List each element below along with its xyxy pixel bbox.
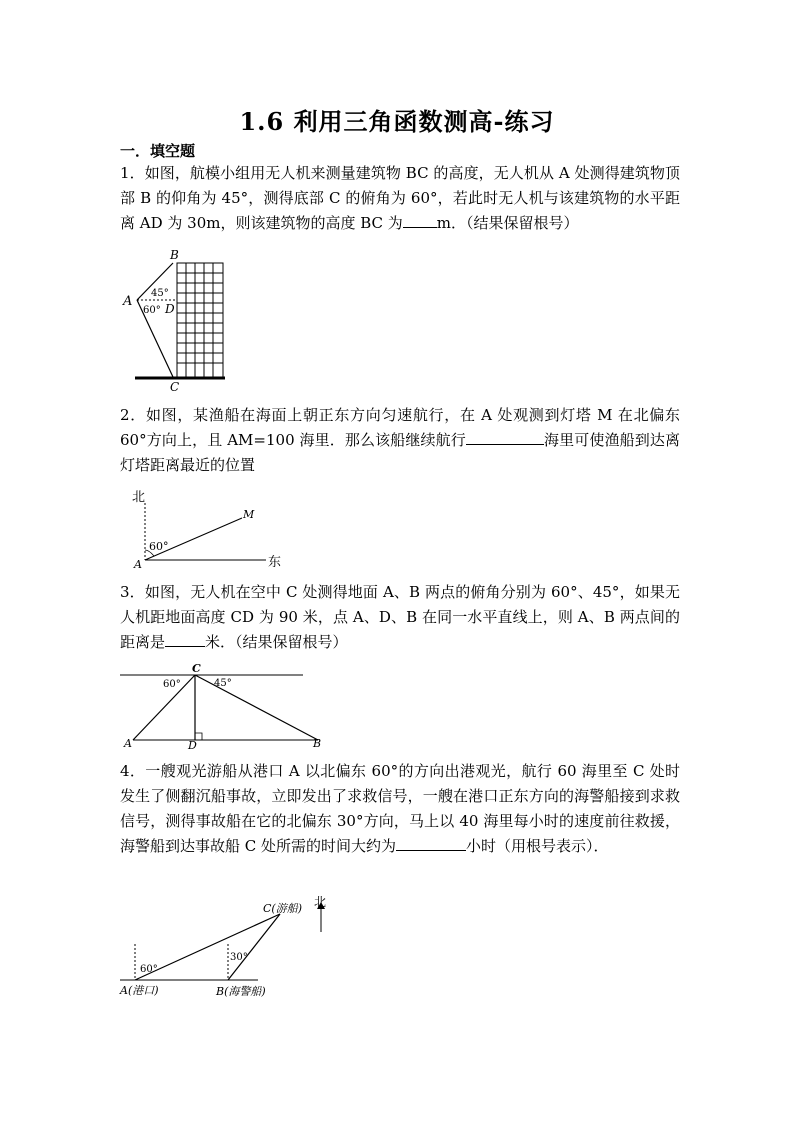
answer-blank-1[interactable]: [403, 212, 437, 228]
page-title: 1.6 利用三角函数测高-练习: [239, 107, 555, 136]
q2-label-m: M: [243, 508, 255, 521]
question-1: [120, 161, 680, 236]
q3-label-c: C: [192, 662, 201, 675]
question-4-text: 4．一艘观光游船从港口 A 以北偏东 60°的方向出港观光，航行 60 海里至 C 处时发生了侧翻沉船事故，立即发出了求救信号，一艘在港口正东方向的海警船接到求救信号，测得事故船在它的北偏东 30°方向，马上以 40 海里每小时的速度前往救援，海警船到达事故船 C 处所需的时间大约为: [120, 762, 680, 855]
q4-angle-60: 60°: [140, 964, 158, 975]
question-4-suffix: 小时（用根号表示）．: [466, 837, 609, 855]
question-1-text: 1．如图，航模小组用无人机来测量建筑物 BC 的高度，无人机从 A 处测得建筑物顶部 B 的仰角为 45°，测得底部 C 的俯角为 60°，若此时无人机与该建筑物的水平距离 AD 为 30m，则该建筑物的高度 BC 为: [120, 164, 680, 232]
q1-angle-45: 45°: [151, 288, 169, 299]
figure-q2: [118, 488, 293, 571]
q4-label-north: 北: [314, 895, 327, 909]
q3-angle-45: 45°: [214, 678, 232, 689]
q3-label-a: A: [124, 737, 132, 750]
question-2: [120, 403, 680, 478]
question-4: [120, 759, 680, 859]
q1-label-b: B: [170, 248, 179, 262]
question-3-suffix: 米．（结果保留根号）: [205, 633, 348, 651]
q1-label-c: C: [170, 380, 180, 394]
q1-angle-60: 60°: [143, 305, 161, 316]
q2-label-a: A: [134, 558, 142, 571]
q4-label-c: C(游船): [263, 902, 302, 915]
q3-label-d: D: [188, 739, 197, 752]
q2-label-east: 东: [268, 555, 282, 570]
q1-label-a: A: [123, 294, 133, 309]
question-2-text: 2．如图，某渔船在海面上朝正东方向匀速航行，在 A 处观测到灯塔 M 在北偏东 60°方向上，且 AM=100 海里．那么该船继续航行: [120, 406, 680, 449]
answer-blank-4[interactable]: [396, 835, 466, 851]
q1-label-d: D: [165, 302, 175, 316]
q3-label-b: B: [313, 737, 322, 750]
q2-label-north: 北: [132, 490, 146, 505]
question-2-suffix: 海里可使渔船到达离灯塔距离最近的位置: [120, 431, 680, 474]
figure-q4: [118, 892, 338, 1002]
q3-angle-60: 60°: [163, 679, 181, 690]
q4-angle-30: 30°: [230, 952, 248, 963]
section-heading: 一．填空题: [120, 142, 196, 160]
answer-blank-3[interactable]: [165, 631, 205, 647]
figure-q1: [115, 245, 235, 395]
q2-angle-60: 60°: [149, 540, 169, 553]
question-3: [120, 580, 680, 655]
q4-label-b: B(海警船): [216, 985, 266, 998]
question-1-suffix: m．（结果保留根号）: [436, 214, 579, 232]
answer-blank-2[interactable]: [466, 429, 544, 445]
q4-label-a: A(港口): [120, 984, 159, 997]
figure-q3: [118, 662, 322, 754]
question-3-text: 3．如图，无人机在空中 C 处测得地面 A、B 两点的俯角分别为 60°、45°，如果无人机距地面高度 CD 为 90 米，点 A、D、B 在同一水平直线上，则 A、B 两点间的距离是: [120, 583, 680, 651]
